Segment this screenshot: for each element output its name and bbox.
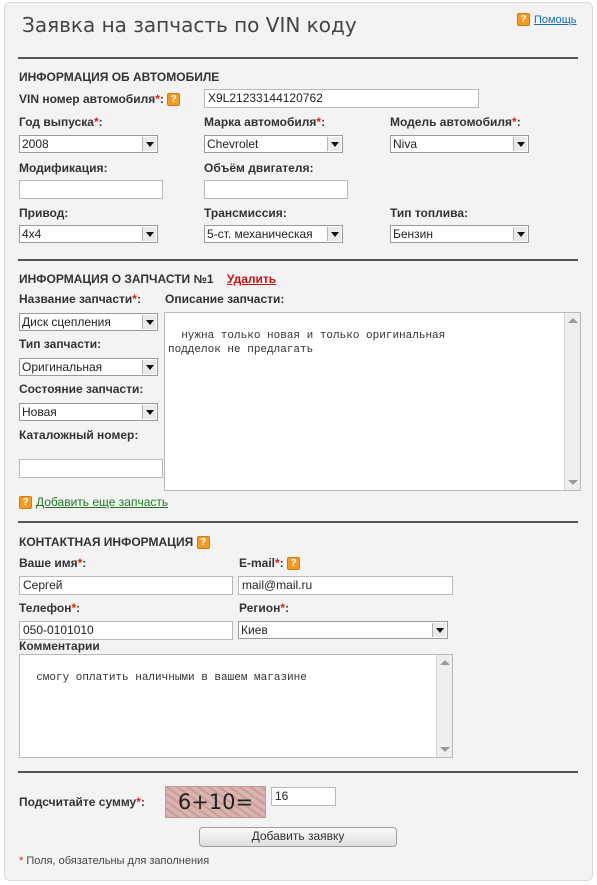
required-asterisk: * — [316, 115, 322, 129]
catalog-number-label: Каталожный номер: — [19, 428, 139, 442]
drive-select[interactable] — [19, 225, 158, 243]
chevron-down-icon — [142, 315, 156, 329]
engine-label: Объём двигателя: — [204, 161, 314, 175]
scroll-up-icon[interactable] — [568, 318, 578, 323]
year-select[interactable] — [19, 135, 158, 153]
required-note: Поля, обязательны для заполнения — [26, 855, 210, 867]
required-asterisk: * — [280, 601, 286, 615]
divider — [18, 57, 578, 59]
required-note-group — [19, 855, 209, 867]
question-icon[interactable]: ? — [287, 557, 300, 570]
comments-label: Комментарии — [19, 639, 100, 653]
drive-select-value: 4x4 — [22, 227, 42, 241]
fuel-select-value: Бензин — [393, 227, 434, 241]
question-icon: ? — [19, 496, 32, 509]
region-select-value: Киев — [241, 623, 268, 637]
email-label: E-mail — [239, 556, 276, 570]
chevron-down-icon — [513, 227, 527, 241]
part-type-select-value: Оригинальная — [22, 360, 103, 374]
contact-section-header — [19, 535, 210, 549]
part-condition-select-value: Новая — [22, 405, 57, 419]
part-type-label: Тип запчасти: — [19, 337, 102, 351]
region-label: Регион — [239, 601, 281, 615]
required-asterisk: * — [155, 92, 160, 106]
help-link[interactable]: Помощь — [534, 13, 577, 26]
email-label-group: E-mail*: ? — [239, 556, 300, 570]
comments-text: смогу оплатить наличными в вашем магазине — [36, 672, 307, 684]
part-section-header — [19, 272, 276, 286]
modification-label: Модификация: — [19, 161, 108, 175]
chevron-down-icon — [327, 137, 341, 151]
vin-label: VIN номер автомобиля — [19, 92, 156, 106]
page-title: Заявка на запчасть по VIN коду — [22, 13, 357, 37]
model-select[interactable] — [390, 135, 529, 153]
question-icon[interactable]: ? — [197, 536, 210, 549]
required-asterisk: * — [77, 556, 83, 570]
description-text: нужна только новая и только оригинальная подделок не предлагать — [168, 330, 446, 356]
scrollbar[interactable] — [436, 655, 452, 757]
captcha-answer-input[interactable]: 16 — [271, 787, 336, 806]
contact-name-label: Ваше имя — [19, 556, 78, 570]
question-icon: ? — [517, 13, 530, 26]
part-name-select-value: Диск сцепления — [22, 315, 111, 329]
divider — [18, 521, 578, 523]
required-asterisk: * — [71, 601, 77, 615]
part-condition-select[interactable] — [19, 403, 158, 421]
vin-input[interactable]: X9L21233144120762 — [204, 89, 479, 108]
contact-name-label-group: Ваше имя*: — [19, 556, 87, 570]
model-label-group: Модель автомобиля*: — [390, 115, 521, 129]
model-label: Модель автомобиля — [390, 115, 513, 129]
year-label-group: Год выпуска*: — [19, 115, 103, 129]
transmission-label: Трансмиссия: — [204, 206, 287, 220]
part-name-label-group: Название запчасти*: — [19, 292, 141, 306]
required-asterisk: * — [512, 115, 517, 129]
submit-button[interactable]: Добавить заявку — [199, 827, 397, 847]
chevron-down-icon — [513, 137, 527, 151]
scrollbar[interactable] — [564, 313, 580, 490]
contact-name-input[interactable]: Сергей — [19, 576, 233, 595]
divider — [18, 259, 578, 261]
add-part-link[interactable]: Добавить еще запчасть — [36, 495, 169, 509]
section-title-contact: КОНТАКТНАЯ ИНФОРМАЦИЯ — [19, 535, 194, 549]
section-title-part: ИНФОРМАЦИЯ О ЗАПЧАСТИ №1 — [19, 272, 214, 286]
chevron-down-icon — [142, 227, 156, 241]
captcha-label: Подсчитайте сумму — [19, 795, 137, 809]
question-icon[interactable]: ? — [167, 93, 180, 106]
phone-input[interactable]: 050-0101010 — [19, 621, 233, 640]
year-label: Год выпуска — [19, 115, 94, 129]
scroll-down-icon[interactable] — [568, 480, 578, 485]
required-asterisk: * — [275, 556, 280, 570]
email-input[interactable]: mail@mail.ru — [238, 576, 453, 595]
chevron-down-icon — [432, 623, 446, 637]
delete-part-link[interactable]: Удалить — [226, 272, 277, 286]
catalog-number-input[interactable] — [19, 459, 163, 478]
chevron-down-icon — [327, 227, 341, 241]
required-asterisk: * — [19, 855, 24, 867]
description-label: Описание запчасти: — [165, 292, 285, 306]
add-part-group[interactable] — [19, 495, 168, 509]
make-select-value: Chevrolet — [207, 137, 259, 151]
chevron-down-icon — [142, 405, 156, 419]
transmission-select-value: 5-ст. механическая — [207, 227, 313, 241]
chevron-down-icon — [142, 360, 156, 374]
divider — [18, 771, 578, 773]
region-select[interactable] — [238, 621, 448, 639]
transmission-select[interactable] — [204, 225, 343, 243]
scroll-up-icon[interactable] — [440, 660, 450, 665]
chevron-down-icon — [142, 137, 156, 151]
vin-label-group: VIN номер автомобиля*: ? — [19, 92, 180, 106]
part-name-label: Название запчасти — [19, 292, 133, 306]
section-title-car: ИНФОРМАЦИЯ ОБ АВТОМОБИЛЕ — [19, 70, 220, 84]
region-label-group: Регион*: — [239, 601, 290, 615]
make-label: Марка автомобиля — [204, 115, 317, 129]
required-asterisk: * — [93, 115, 99, 129]
phone-label: Телефон — [19, 601, 72, 615]
fuel-select[interactable] — [390, 225, 529, 243]
part-type-select[interactable] — [19, 358, 158, 376]
part-name-select[interactable] — [19, 313, 158, 331]
comments-textarea[interactable] — [19, 654, 453, 758]
modification-input[interactable] — [19, 180, 163, 199]
year-select-value: 2008 — [22, 137, 49, 151]
scroll-down-icon[interactable] — [440, 747, 450, 752]
description-textarea[interactable] — [164, 312, 581, 491]
captcha-label-group: Подсчитайте сумму*: — [19, 795, 145, 809]
drive-label: Привод: — [19, 206, 69, 220]
model-select-value: Niva — [393, 137, 418, 151]
phone-label-group: Телефон*: — [19, 601, 81, 615]
help-link-group[interactable] — [517, 13, 577, 26]
make-label-group: Марка автомобиля*: — [204, 115, 326, 129]
fuel-label: Тип топлива: — [390, 206, 469, 220]
required-asterisk: * — [132, 292, 137, 306]
part-condition-label: Состояние запчасти: — [19, 382, 144, 396]
engine-input[interactable] — [204, 180, 348, 199]
required-asterisk: * — [136, 795, 141, 809]
make-select[interactable] — [204, 135, 343, 153]
captcha-image: 6+10= — [165, 786, 266, 818]
